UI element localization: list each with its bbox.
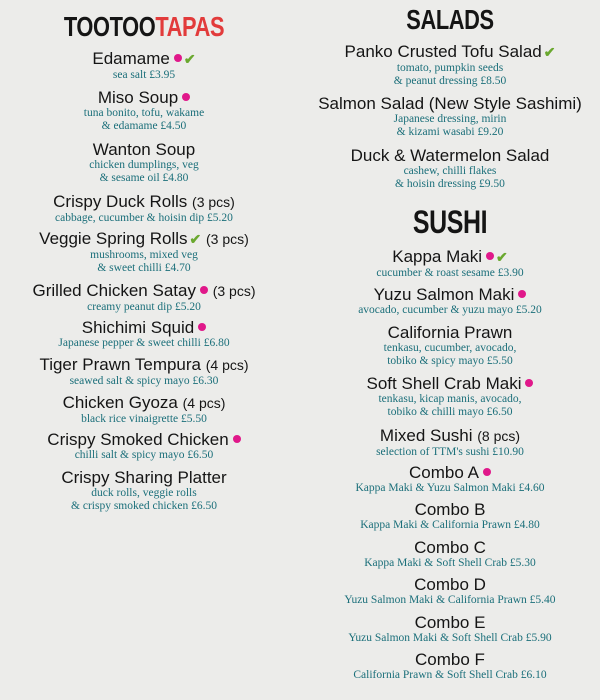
menu-item-grilled-chicken-satay [0, 281, 288, 314]
item-name: Duck & Watermelon Salad [350, 146, 550, 165]
item-description: tobiko & chilli mayo £6.50 [387, 406, 513, 418]
tapas-heading-word: TAPAS [155, 11, 225, 42]
menu-item-crispy-smoked-chicken [0, 430, 288, 462]
menu-item-yuzu-salmon-maki [300, 285, 600, 317]
menu-item-wanton-soup [0, 140, 288, 185]
tapas-heading [32, 12, 257, 42]
menu-item-crispy-duck-rolls [0, 192, 288, 225]
item-description: Japanese pepper & sweet chilli £6.80 [58, 337, 230, 349]
item-description: Yuzu Salmon Maki & Soft Shell Crab £5.90 [348, 632, 552, 644]
item-description: Kappa Maki & California Prawn £4.80 [360, 519, 540, 531]
item-portion: (8 pcs) [477, 428, 521, 444]
item-name: Edamame [92, 49, 170, 68]
item-description: & sweet chilli £4.70 [97, 262, 191, 274]
item-name: Shichimi Squid [81, 318, 195, 337]
item-name: Chicken Gyoza [62, 393, 178, 412]
item-name: Soft Shell Crab Maki [366, 374, 522, 393]
salads-heading: SALADS [406, 4, 494, 35]
item-description: tuna bonito, tofu, wakame [83, 107, 205, 119]
item-name: Combo A [409, 463, 479, 482]
item-portion: (4 pcs) [205, 357, 249, 373]
vegetarian-check-icon: ✔ [183, 51, 196, 67]
pink-dot-icon [525, 379, 533, 387]
menu-item-combo-a [300, 463, 600, 495]
item-description: cashew, chilli flakes [403, 165, 497, 177]
item-description: tomato, pumpkin seeds [396, 62, 504, 74]
item-description: & peanut dressing £8.50 [393, 75, 507, 87]
item-portion: (3 pcs) [212, 283, 256, 299]
item-name: Combo D [414, 575, 486, 594]
item-description: chilli salt & spicy mayo £6.50 [74, 449, 214, 461]
item-description: California Prawn & Soft Shell Crab £6.10 [353, 669, 547, 681]
item-description: creamy peanut dip £5.20 [87, 301, 201, 313]
menu-item-tiger-prawn-tempura [0, 355, 288, 388]
item-name: Wanton Soup [92, 140, 196, 159]
item-portion: (3 pcs) [192, 194, 235, 210]
item-description: & crispy smoked chicken £6.50 [71, 500, 217, 512]
pink-dot-icon [233, 435, 241, 443]
menu-item-salmon-salad [300, 94, 600, 139]
vegetarian-check-icon: ✔ [496, 249, 508, 265]
vegetarian-check-icon: ✔ [543, 44, 556, 60]
item-name: Kappa Maki [392, 247, 483, 266]
item-description: cabbage, cucumber & hoisin dip £5.20 [55, 212, 233, 224]
menu-item-shichimi-squid [0, 318, 288, 350]
item-name: Crispy Sharing Platter [61, 468, 227, 487]
menu-item-panko-tofu-salad [300, 42, 600, 88]
pink-dot-icon [174, 54, 182, 62]
menu-item-chicken-gyoza [0, 393, 288, 426]
pink-dot-icon [518, 290, 526, 298]
pink-dot-icon [182, 93, 190, 101]
sushi-heading: SUSHI [412, 204, 488, 240]
menu-item-combo-b [300, 500, 600, 532]
item-description: avocado, cucumber & yuzu mayo £5.20 [358, 304, 542, 316]
item-portion: (3 pcs) [206, 231, 249, 247]
item-name: Tiger Prawn Tempura [39, 355, 202, 374]
item-description: tenkasu, kicap manis, avocado, [378, 393, 522, 405]
item-description: Japanese dressing, mirin [393, 113, 507, 125]
item-name: Crispy Smoked Chicken [47, 430, 229, 449]
menu-item-edamame [0, 49, 288, 82]
menu-item-veggie-spring-rolls [0, 229, 288, 275]
item-description: chicken dumplings, veg [89, 159, 199, 171]
item-description: duck rolls, veggie rolls [91, 487, 197, 499]
menu-item-soft-shell-crab-maki [300, 374, 600, 419]
item-name: Yuzu Salmon Maki [373, 285, 515, 304]
tapas-heading-brand: TOOTOO [63, 11, 156, 42]
item-name: Crispy Duck Rolls [53, 192, 188, 211]
menu-item-california-prawn [300, 323, 600, 368]
item-description: black rice vinaigrette £5.50 [81, 413, 207, 425]
item-description: cucumber & roast sesame £3.90 [376, 267, 524, 279]
item-name: Panko Crusted Tofu Salad [344, 42, 542, 61]
item-name: Combo E [414, 613, 486, 632]
item-description: Kappa Maki & Yuzu Salmon Maki £4.60 [355, 482, 545, 494]
item-name: Mixed Sushi [379, 426, 473, 445]
item-name: Salmon Salad (New Style Sashimi) [318, 94, 582, 113]
item-description: & edamame £4.50 [101, 120, 187, 132]
item-description: & sesame oil £4.80 [99, 172, 189, 184]
item-name: Miso Soup [97, 88, 179, 107]
menu-item-crispy-sharing-platter [0, 468, 288, 513]
item-name: California Prawn [387, 323, 513, 342]
pink-dot-icon [486, 252, 494, 260]
menu-item-combo-f [300, 650, 600, 682]
menu-item-miso-soup [0, 88, 288, 133]
vegetarian-check-icon: ✔ [189, 231, 202, 247]
item-name: Combo B [414, 500, 486, 519]
pink-dot-icon [198, 323, 206, 331]
menu-item-kappa-maki [300, 247, 600, 280]
item-description: tenkasu, cucumber, avocado, [383, 342, 517, 354]
item-description: Kappa Maki & Soft Shell Crab £5.30 [364, 557, 536, 569]
item-name: Veggie Spring Rolls [39, 229, 188, 248]
menu-item-combo-e [300, 613, 600, 645]
menu-item-mixed-sushi [300, 426, 600, 459]
item-description: seawed salt & spicy mayo £6.30 [69, 375, 219, 387]
menu-item-duck-watermelon-salad [300, 146, 600, 191]
item-description: & kizami wasabi £9.20 [396, 126, 504, 138]
item-name: Combo F [415, 650, 485, 669]
item-description: sea salt £3.95 [112, 69, 176, 81]
item-description: Yuzu Salmon Maki & California Prawn £5.40 [344, 594, 556, 606]
item-name: Grilled Chicken Satay [32, 281, 196, 300]
menu-item-combo-c [300, 538, 600, 570]
item-description: tobiko & spicy mayo £5.50 [387, 355, 513, 367]
item-description: mushrooms, mixed veg [90, 249, 198, 261]
item-description: & hoisin dressing £9.50 [395, 178, 505, 190]
item-name: Combo C [414, 538, 486, 557]
pink-dot-icon [483, 468, 491, 476]
pink-dot-icon [200, 286, 208, 294]
item-description: selection of TTM's sushi £10.90 [376, 446, 524, 458]
item-portion: (4 pcs) [182, 395, 226, 411]
menu-item-combo-d [300, 575, 600, 607]
